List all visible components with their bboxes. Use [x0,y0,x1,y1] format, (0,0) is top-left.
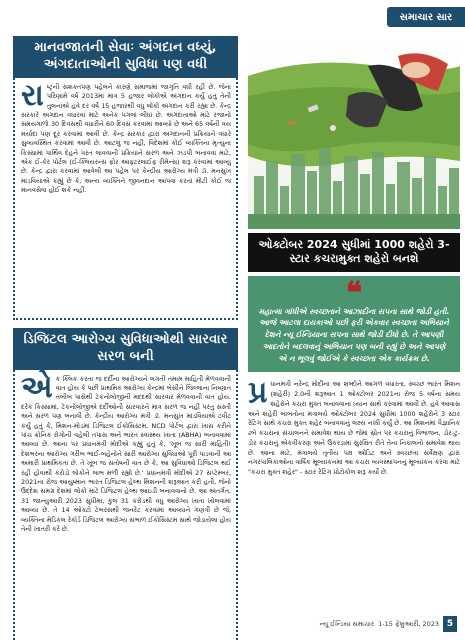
article3-body: ધાનમંત્રી નરેન્દ્ર મોદીના આ શબ્દોને આગળ વધારતા, સ્વચ્છ ભારત મિશન (શહેરી) 2.0ની શરૂઆત 1 ઓક્ટોબર 2021ના રોજ 5 વર્ષના સમય શહેરોને કચરા મુક્ત બનાવવાના ધ્યાન સાથે કરવામાં આવી છે. હવે આવાસ અને શહેરી બાબતોના મંત્રાલયે ઓક્ટોબર 2024 સુધીમાં 1000 શહેરોને 3 સ્ટાર રેટિંગ સાથે કચરા મુક્ત શહેર બનાવવાનું લક્ષ્ય નક્કી કર્યું છે. આ મિશનમાં વૈજ્ઞાનિક ઢબે કચરાના સંચાલનને સમાવેશ થાય છે જેમાં સ્રોત પર કચરાનું વિભાજન, ડોર-ટુ-ડોર કચરાનું એકત્રીકરણ અને ઉકરડામાં સુરક્ષિત રીતે તેના નિકાલનો સમાવેશ થાય છે. આના માટે, મંત્રાલયે તૃતીય પક્ષ ઓડિટ અને સ્વચ્છતા સર્વેક્ષણ દ્વારા નગરપાલિકાઓના વાર્ષિક મૂલ્યાંકનમાં આ કચરા વ્યવસ્થાપનનું મૂલ્યાંકન કરવા માટે "કચરા મુક્ત શહેર" - સ્ટાર રેટિંગ પ્રોટોકોલ શરૂ કર્યો છે. [248,380,460,477]
section-tab: સમાચાર સાર [387,7,465,27]
cleanup-photo [248,36,460,229]
right-column [248,36,460,570]
page-number: 5 [443,616,457,632]
page-footer [320,616,457,632]
issue-date: 1-15 ફેબ્રુઆરી, 2023 [378,619,439,628]
article3-body-box [248,380,460,570]
article1-dropcap: રા [21,77,44,113]
article3-title: ઓક્ટોબર 2024 સુધીમાં 1000 શહેરો 3-સ્ટાર કચરામુક્ત શહેરો બનશે [248,233,460,272]
publication-name: ન્યૂ ઈન્ડિયા સમાચાર [319,619,375,628]
quote-mark-icon: ❝ [345,275,363,311]
article2-body: ક ક્લિક કરતા જ દર્દીના આરોગ્યને લગતી તમામ માહિતી મેળવવાની વાત હોય કે પછી પ્રાથમિક આરોગ્ય કેન્દ્રમાં બેસીને જિલ્લાના નિષ્ણાત તબીબ પાસેથી ટેકનોલોજીની મદદથી સારવાર મેળવવાની વાત હોય. દરેક કિસ્સામાં, ટેકનોલોજીએ દર્દીઓની સારવારને માત્ર સરળ જ નહીં પરંતુ સસ્તી અને સરળ પણ બનાવી છે. કેન્દ્રીય આરોગ્ય મંત્રી ડૉ. મનસુખ માંડવિયાએ ટ્વીટ કર્યું હતું કે, મિશન-મોડમાં ડિજિટલ ઈકોસિસ્ટમ, NCD પોર્ટલ દ્વારા ખાસ કરીને પાંચ ક્રોનિક રોગોની વહેલી તપાસ અને ભારત સ્વાસ્થ્ય ખાતા (ABHA) બનાવવામાં આવ્યા છે. આના પર પ્રધાનમંત્રી મોદીએ કહ્યું હતું કે, 'ખૂબ જ સારી માહિતી! દેશભરના આરોગ્ય ગરીબ ભાઈ-બહેનોને સારી આરોગ્ય સુવિધાઓ પૂરી પાડવાની આ અમારી પ્રાથમિકતા છે. તે ખૂબ જ સંતોષની વાત છે કે, આ સુવિધાઓ ડિજિટલ થઈ રહી હોવાથી કરોડો લોકોને લાભ મળી રહ્યો છે.' પ્રધાનમંત્રી મોદીએ 27 સપ્ટેમ્બર, 2021ના રોજ આયુષ્માન ભારત ડિજિટલ હેલ્થ મિશનની શરૂઆત કરી હતી, જેનો ઉદ્દેશ સમગ્ર દેશમાં લોકો માટે ડિજિટલ હેલ્થ આઇડી બનાવવાનો છે. આ અંતર્ગત, 31 જાન્યુઆરી 2023 સુધીમાં, કુલ 31 કરોડથી વધુ આરોગ્ય ખાતા ખોલવામાં આવ્યા છે. તે 14 ઓક્ટો ટેબરસથી જનરેટ કરવામાં આવ્યાને ગણત્રી છે જે, વ્યક્તિના મેડિકલ રેકોર્ડ ડિજિટલ આરોગ્ય સંભાળ ઈકોસિસ્ટમ સાથે જોડાયેલા હોય તેની ખાતરી કરે છે. [21,374,231,534]
article1-body: ષ્ટ્રની સશક્તપણ પહેલને કારણે સમાજમાં જાગૃતિ વધી રહી છે. જેના પરિણામે વર્ષ 2013માં માત્ર 5 હજાર લોકોએ અંગદાન કર્યું હતું તેની તુલનાએ હવે દર વર્ષે 15 હજારથી વધુ લોકો અંગદાન કરી રહ્યા છે. કેન્દ્ર સરકારે અંગદાન વધારવા માટે અનેક પગલાં લીધાં છે. અંગદાતાઓ માટે રજાનો સમયગાળો 30 દિવસથી વધારીને 60 દિવસ કરવામાં આવ્યો છે અને 65 વર્ષની વય મર્યાદા પણ દૂર કરવામાં આવી છે. કેન્દ્ર સરકાર દ્વારા અંગદાનની પ્રક્રિયાને વધારે સુવ્યવસ્થિત કરવામાં આવી છે. આટલું જ નહીં, વિદેશમાં કોઈ વ્યક્તિના મૃત્યુના કિસ્સામાં પાર્થિવ દેહને પરત લાવવાની પ્રક્રિયાને સરળ અને ઝડપી બનાવવા માટે, એક ઈ-કેર પોર્ટલ (ઈ-ક્લિયરન્સ ફોર આફ્ટરલાઈફ રીમેન્સ) શરૂ કરવામાં આવ્યું છે. કેન્દ્ર દ્વારા કરવામાં આવેલી આ પહેલ પર કેન્દ્રીય આરોગ્ય મંત્રી ડૉ. મનસુખ માંડવિયાએ કહ્યું છે કે, અન્ય વ્યક્તિને જીવનદાન આપવા કરતાં મોટી કોઈ જ માનવસેવા હોઈ શકે નહીં. [21,82,231,195]
quote-box [248,276,460,373]
quote-text: મહાત્મા ગાંધીએ સ્વચ્છતાને આઝાદીના સપના સાથે જોડી હતી. આજે આટલા દાયકાઓ પછી ફરી એકવાર સ્વચ્છતા અભિયાને દેશને ન્યૂ ઈન્ડિયાના સપના સાથે જોડી દીધો છે. તે આપણી આદતોને બદલવાનું અભિયાન પણ બની રહ્યું છે અને આપણે એ ન ભૂલવું જોઈએ કે સ્વચ્છતા એક કાર્યક્રમ છે. [258,306,450,363]
article3-dropcap: પ્ર [248,380,268,411]
article2-dropcap: એ [21,369,53,405]
left-column [13,36,238,640]
article1-heading: માનવજાતની સેવાઃ અંગદાન વધ્યું, અંગદાતાઓની સુવિધા પણ વધી [13,36,238,78]
article1-body-box [13,78,238,320]
article2-heading: ડિજિટલ આરોગ્ય સુવિધાઓથી સારવાર સરળ બની [13,328,238,370]
article2-body-box [13,370,238,640]
